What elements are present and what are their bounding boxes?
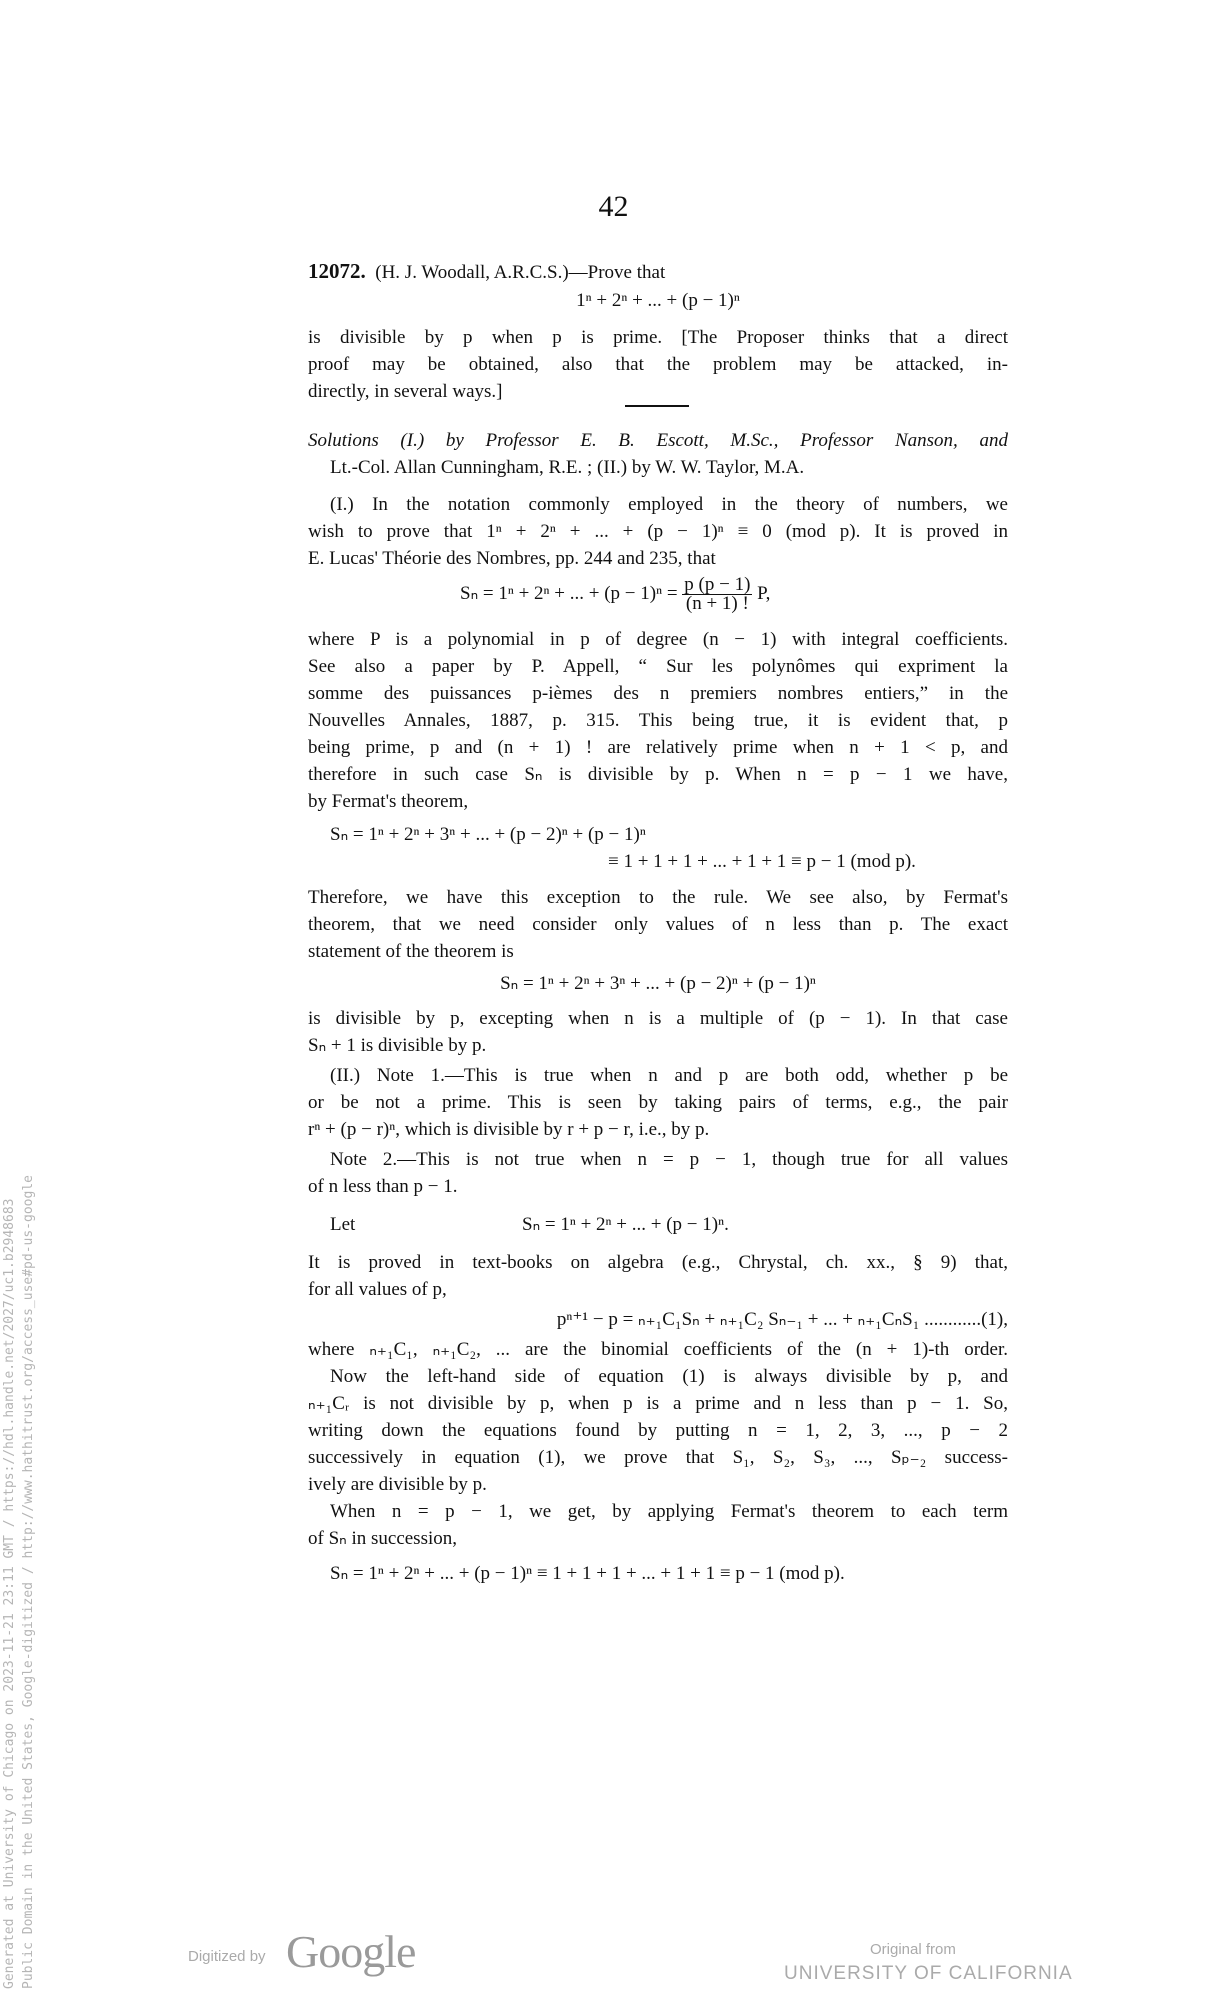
paragraph-line: See also a paper by P. Appell, “ Sur les polynômes qui expriment la — [308, 656, 1008, 677]
watermark-line: Public Domain in the United States, Google-digitized / http://www.hathitrust.org/access_use#pd-us-google — [21, 1175, 36, 1989]
equation-5: Sₙ = 1ⁿ + 2ⁿ + ... + (p − 1)ⁿ ≡ 1 + 1 + 1 + ... + 1 + 1 ≡ p − 1 (mod p). — [330, 1563, 845, 1584]
paragraph-line: where P is a polynomial in p of degree (n − 1) with integral coefficients. — [308, 629, 1008, 650]
equation-3: Sₙ = 1ⁿ + 2ⁿ + 3ⁿ + ... + (p − 2)ⁿ + (p − 1)ⁿ — [500, 973, 816, 994]
paragraph-line: where ₙ₊₁C₁, ₙ₊₁C₂, ... are the binomial coefficients of the (n + 1)-th order. — [308, 1339, 1008, 1360]
problem-author-line: (H. J. Woodall, A.R.C.S.)—Prove that — [375, 262, 666, 283]
equation-4: pⁿ⁺¹ − p = ₙ₊₁C₁Sₙ + ₙ₊₁C₂ Sₙ₋₁ + ... + ₙ₊₁CₙS₁ ............(1), — [556, 1309, 1008, 1330]
google-logo: Google — [286, 1926, 416, 1977]
solutions-attribution-line: Solutions (I.) by Professor E. B. Escott, M.Sc., Professor Nanson, and — [308, 430, 1008, 451]
paragraph-line: (I.) In the notation commonly employed in the theory of numbers, we — [330, 494, 1008, 515]
let-equation: Sₙ = 1ⁿ + 2ⁿ + ... + (p − 1)ⁿ. — [522, 1214, 729, 1235]
paragraph-line: theorem, that we need consider only values of n less than p. The exact — [308, 914, 1008, 935]
fraction-denominator: (n + 1) ! — [685, 593, 749, 615]
problem-header — [308, 258, 1008, 286]
equation-1-left: Sₙ = 1ⁿ + 2ⁿ + ... + (p − 1)ⁿ = — [460, 583, 678, 604]
problem-formula: 1ⁿ + 2ⁿ + ... + (p − 1)ⁿ — [576, 290, 740, 311]
equation-2-line-2: ≡ 1 + 1 + 1 + ... + 1 + 1 ≡ p − 1 (mod p). — [608, 851, 916, 872]
equation-1-fraction — [682, 576, 752, 613]
digitized-by-label: Digitized by — [188, 1948, 266, 1965]
equation-2-line-1: Sₙ = 1ⁿ + 2ⁿ + 3ⁿ + ... + (p − 2)ⁿ + (p − 1)ⁿ — [330, 824, 646, 845]
paragraph-line: rⁿ + (p − r)ⁿ, which is divisible by r + p − r, i.e., by p. — [308, 1119, 710, 1140]
access-watermark — [0, 1175, 38, 1989]
problem-number: 12072. — [308, 259, 366, 283]
paragraph-line: ively are divisible by p. — [308, 1474, 487, 1495]
paragraph-line: somme des puissances p-ièmes des n premiers nombres entiers,” in the — [308, 683, 1008, 704]
solutions-attribution-line: Lt.-Col. Allan Cunningham, R.E. ; (II.) by W. W. Taylor, M.A. — [330, 457, 805, 478]
equation-1 — [460, 574, 960, 614]
paragraph-line: It is proved in text-books on algebra (e.g., Chrystal, ch. xx., § 9) that, — [308, 1252, 1008, 1273]
paragraph-line: being prime, p and (n + 1) ! are relatively prime when n + 1 < p, and — [308, 737, 1008, 758]
page-number: 42 — [598, 190, 629, 223]
paragraph-line: Sₙ + 1 is divisible by p. — [308, 1035, 487, 1056]
paragraph-line: Therefore, we have this exception to the rule. We see also, by Fermat's — [308, 887, 1008, 908]
paragraph-line: is divisible by p, excepting when n is a multiple of (p − 1). In that case — [308, 1008, 1008, 1029]
paragraph-line: E. Lucas' Théorie des Nombres, pp. 244 and 235, that — [308, 548, 716, 569]
paragraph-line: therefore in such case Sₙ is divisible by p. When n = p − 1 we have, — [308, 764, 1008, 785]
paragraph-line: for all values of p, — [308, 1279, 447, 1300]
paragraph-line: of n less than p − 1. — [308, 1176, 458, 1197]
paragraph-line: by Fermat's theorem, — [308, 791, 469, 812]
section-divider — [625, 405, 689, 407]
original-from-label: Original from — [870, 1941, 956, 1958]
paragraph-line: (II.) Note 1.—This is true when n and p are both odd, whether p be — [330, 1065, 1008, 1086]
equation-1-right: P, — [757, 583, 771, 604]
paragraph-line: or be not a prime. This is seen by taking pairs of terms, e.g., the pair — [308, 1092, 1008, 1113]
watermark-line: Generated at University of Chicago on 2023-11-21 23:11 GMT / https://hdl.handle.net/2027/uc1.b2948683 — [2, 1198, 17, 1989]
problem-statement-line: is divisible by p when p is prime. [The Proposer thinks that a direct — [308, 327, 1008, 348]
paragraph-line: successively in equation (1), we prove that S₁, S₂, S₃, ..., Sₚ₋₂ success- — [308, 1447, 1008, 1468]
paragraph-line: Now the left-hand side of equation (1) is always divisible by p, and — [330, 1366, 1008, 1387]
institution-label: UNIVERSITY OF CALIFORNIA — [784, 1963, 1073, 1984]
paragraph-line: statement of the theorem is — [308, 941, 514, 962]
problem-statement-line: directly, in several ways.] — [308, 381, 503, 402]
fraction-numerator: p (p − 1) — [684, 574, 751, 596]
paragraph-line: ₙ₊₁Cᵣ is not divisible by p, when p is a prime and n less than p − 1. So, — [308, 1393, 1008, 1414]
paragraph-line: of Sₙ in succession, — [308, 1528, 458, 1549]
paragraph-line: wish to prove that 1ⁿ + 2ⁿ + ... + (p − 1)ⁿ ≡ 0 (mod p). It is proved in — [308, 521, 1008, 542]
paragraph-line: Note 2.—This is not true when n = p − 1, though true for all values — [330, 1149, 1008, 1170]
paragraph-line: Nouvelles Annales, 1887, p. 315. This being true, it is evident that, p — [308, 710, 1008, 731]
problem-statement-line: proof may be obtained, also that the problem may be attacked, in- — [308, 354, 1008, 375]
paragraph-line: writing down the equations found by putting n = 1, 2, 3, ..., p − 2 — [308, 1420, 1008, 1441]
let-label: Let — [330, 1214, 356, 1235]
paragraph-line: When n = p − 1, we get, by applying Fermat's theorem to each term — [330, 1501, 1008, 1522]
